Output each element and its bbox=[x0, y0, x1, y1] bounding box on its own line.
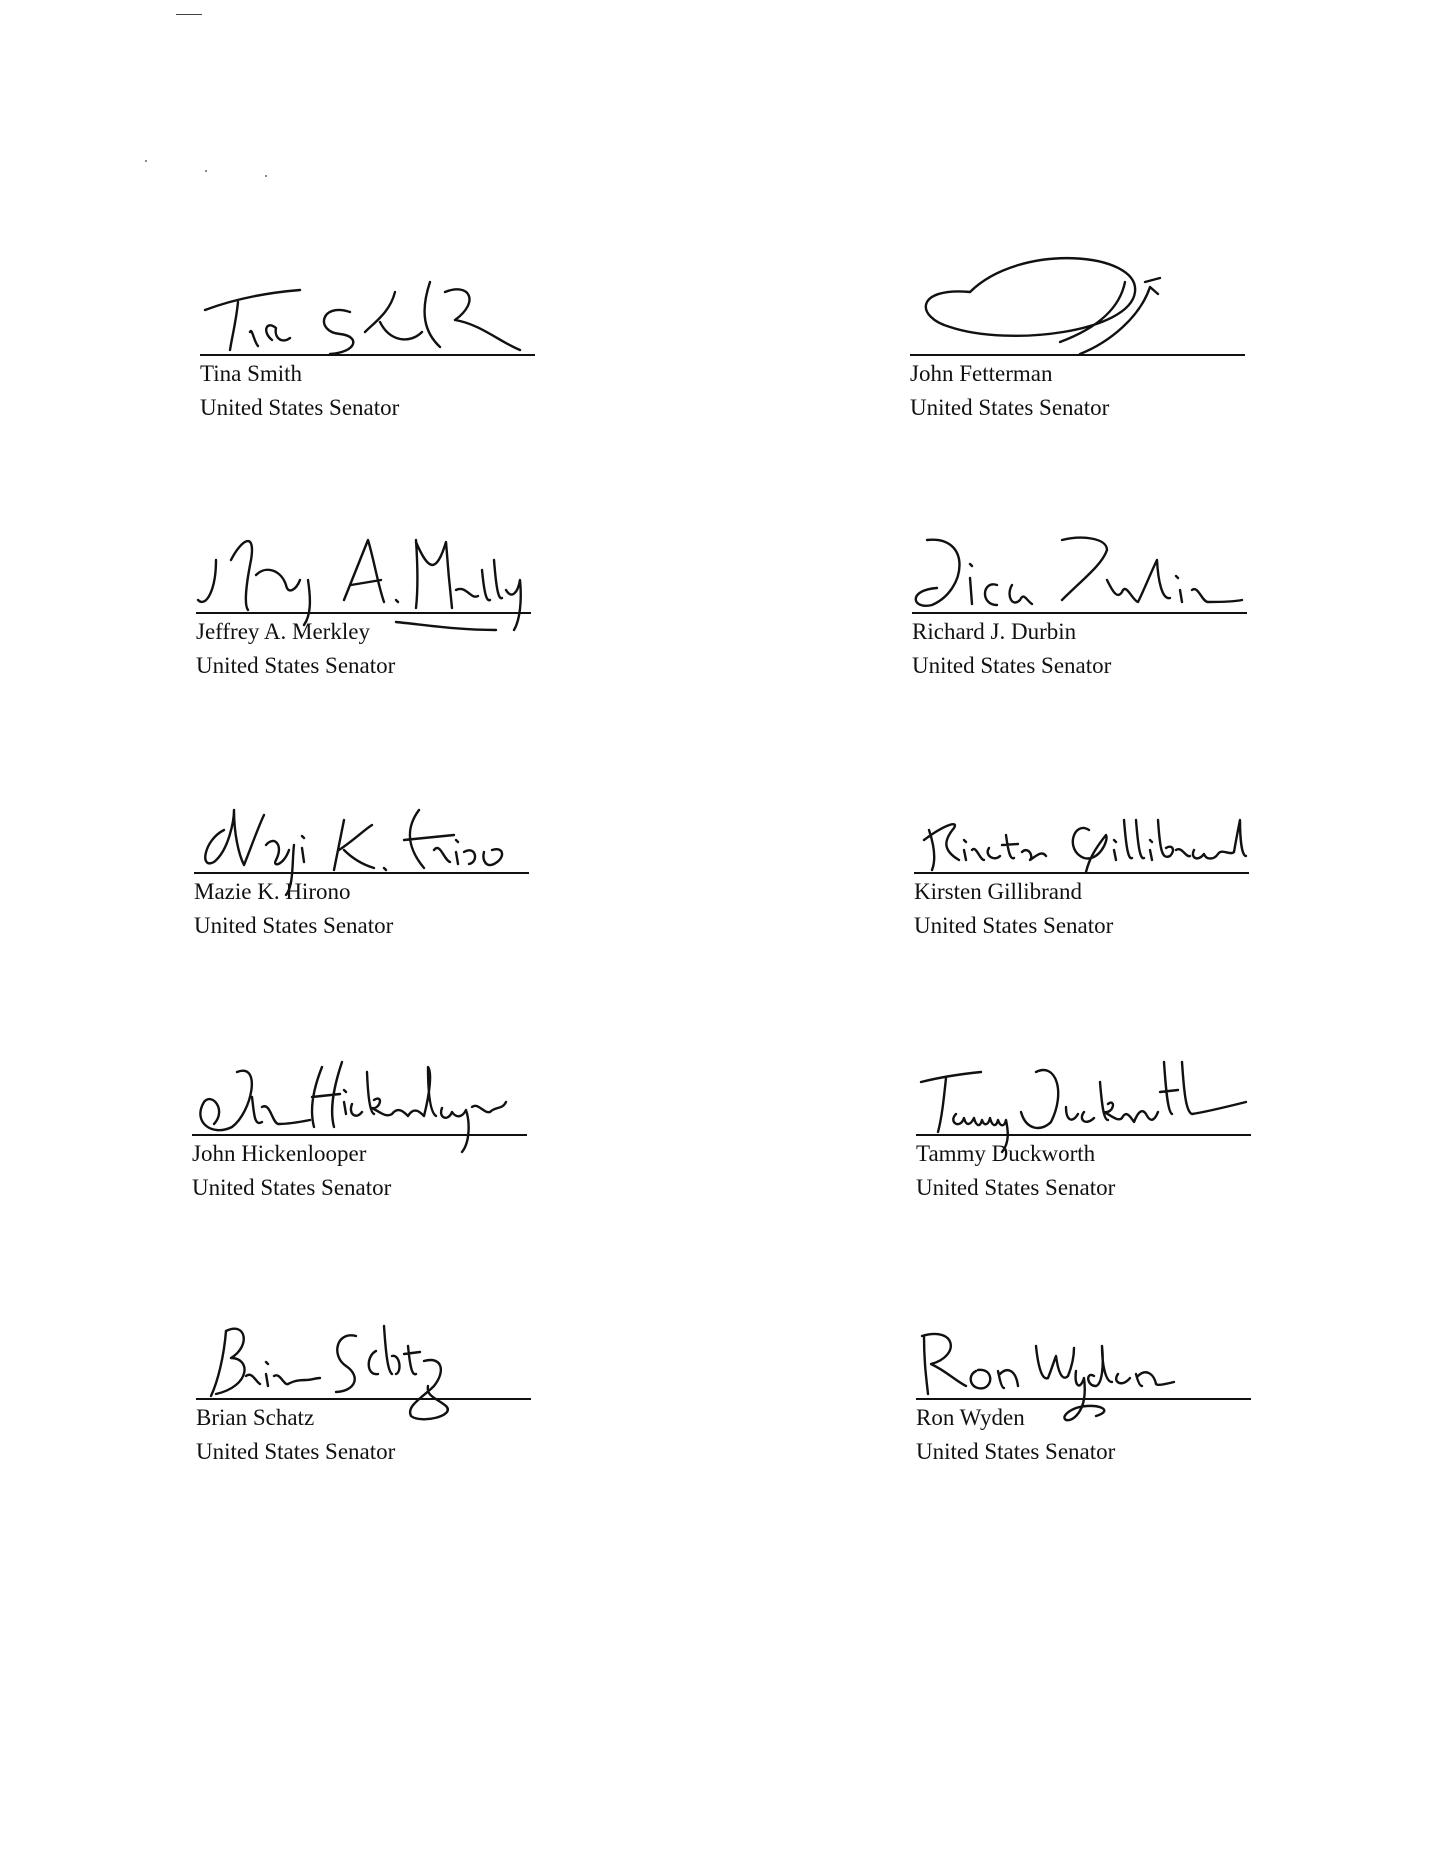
signature-block-john-hickenlooper bbox=[192, 1052, 532, 1202]
signatory-name: Ron Wyden bbox=[916, 1405, 1025, 1430]
signature-line bbox=[916, 1398, 1251, 1400]
signature-block-tina-smith bbox=[200, 272, 540, 422]
signature-ron-wyden bbox=[916, 1316, 1256, 1398]
signature-mazie-hirono bbox=[194, 790, 534, 872]
signature-brian-schatz bbox=[196, 1316, 536, 1398]
signature-john-fetterman bbox=[910, 272, 1250, 354]
signature-john-hickenlooper bbox=[192, 1052, 532, 1134]
signatory-name: John Hickenlooper bbox=[192, 1141, 367, 1166]
signatory-title: United States Senator bbox=[914, 913, 1114, 938]
scan-dot bbox=[205, 170, 207, 172]
signature-line bbox=[192, 1134, 527, 1136]
signatory-title: United States Senator bbox=[912, 653, 1112, 678]
signatory-name: Kirsten Gillibrand bbox=[914, 879, 1082, 904]
signatory-name: Tina Smith bbox=[200, 361, 303, 386]
signatory-title: United States Senator bbox=[192, 1175, 392, 1200]
signature-line bbox=[196, 1398, 531, 1400]
signature-line bbox=[910, 354, 1245, 356]
signatory-name: Richard J. Durbin bbox=[912, 619, 1077, 644]
signature-block-john-fetterman bbox=[910, 272, 1250, 422]
signature-line bbox=[916, 1134, 1251, 1136]
scan-dot bbox=[265, 175, 267, 177]
signature-line bbox=[912, 612, 1247, 614]
signature-line bbox=[914, 872, 1249, 874]
signature-jeffrey-merkley bbox=[196, 530, 536, 612]
signature-line bbox=[196, 612, 531, 614]
signatory-title: United States Senator bbox=[910, 395, 1110, 420]
signatory-title: United States Senator bbox=[200, 395, 400, 420]
scan-mark bbox=[176, 14, 202, 15]
scan-dot bbox=[145, 160, 147, 162]
signatory-title: United States Senator bbox=[916, 1175, 1116, 1200]
signature-block-brian-schatz bbox=[196, 1316, 536, 1466]
signatory-name: Brian Schatz bbox=[196, 1405, 315, 1430]
signature-block-mazie-hirono bbox=[194, 790, 534, 940]
signature-line bbox=[200, 354, 535, 356]
signatory-name: John Fetterman bbox=[910, 361, 1053, 386]
signature-tammy-duckworth bbox=[916, 1052, 1256, 1134]
signature-richard-durbin bbox=[912, 530, 1252, 612]
signature-block-richard-durbin bbox=[912, 530, 1252, 680]
signatory-name: Mazie K. Hirono bbox=[194, 879, 351, 904]
signature-block-ron-wyden bbox=[916, 1316, 1256, 1466]
signature-tina-smith bbox=[200, 272, 540, 354]
signature-block-jeffrey-merkley bbox=[196, 530, 536, 680]
signature-block-tammy-duckworth bbox=[916, 1052, 1256, 1202]
signatory-title: United States Senator bbox=[196, 653, 396, 678]
signatory-title: United States Senator bbox=[196, 1439, 396, 1464]
signatory-title: United States Senator bbox=[916, 1439, 1116, 1464]
signatory-name: Jeffrey A. Merkley bbox=[196, 619, 370, 644]
signatory-title: United States Senator bbox=[194, 913, 394, 938]
signatory-name: Tammy Duckworth bbox=[916, 1141, 1096, 1166]
signature-line bbox=[194, 872, 529, 874]
signature-kirsten-gillibrand bbox=[914, 790, 1254, 872]
signature-block-kirsten-gillibrand bbox=[914, 790, 1254, 940]
